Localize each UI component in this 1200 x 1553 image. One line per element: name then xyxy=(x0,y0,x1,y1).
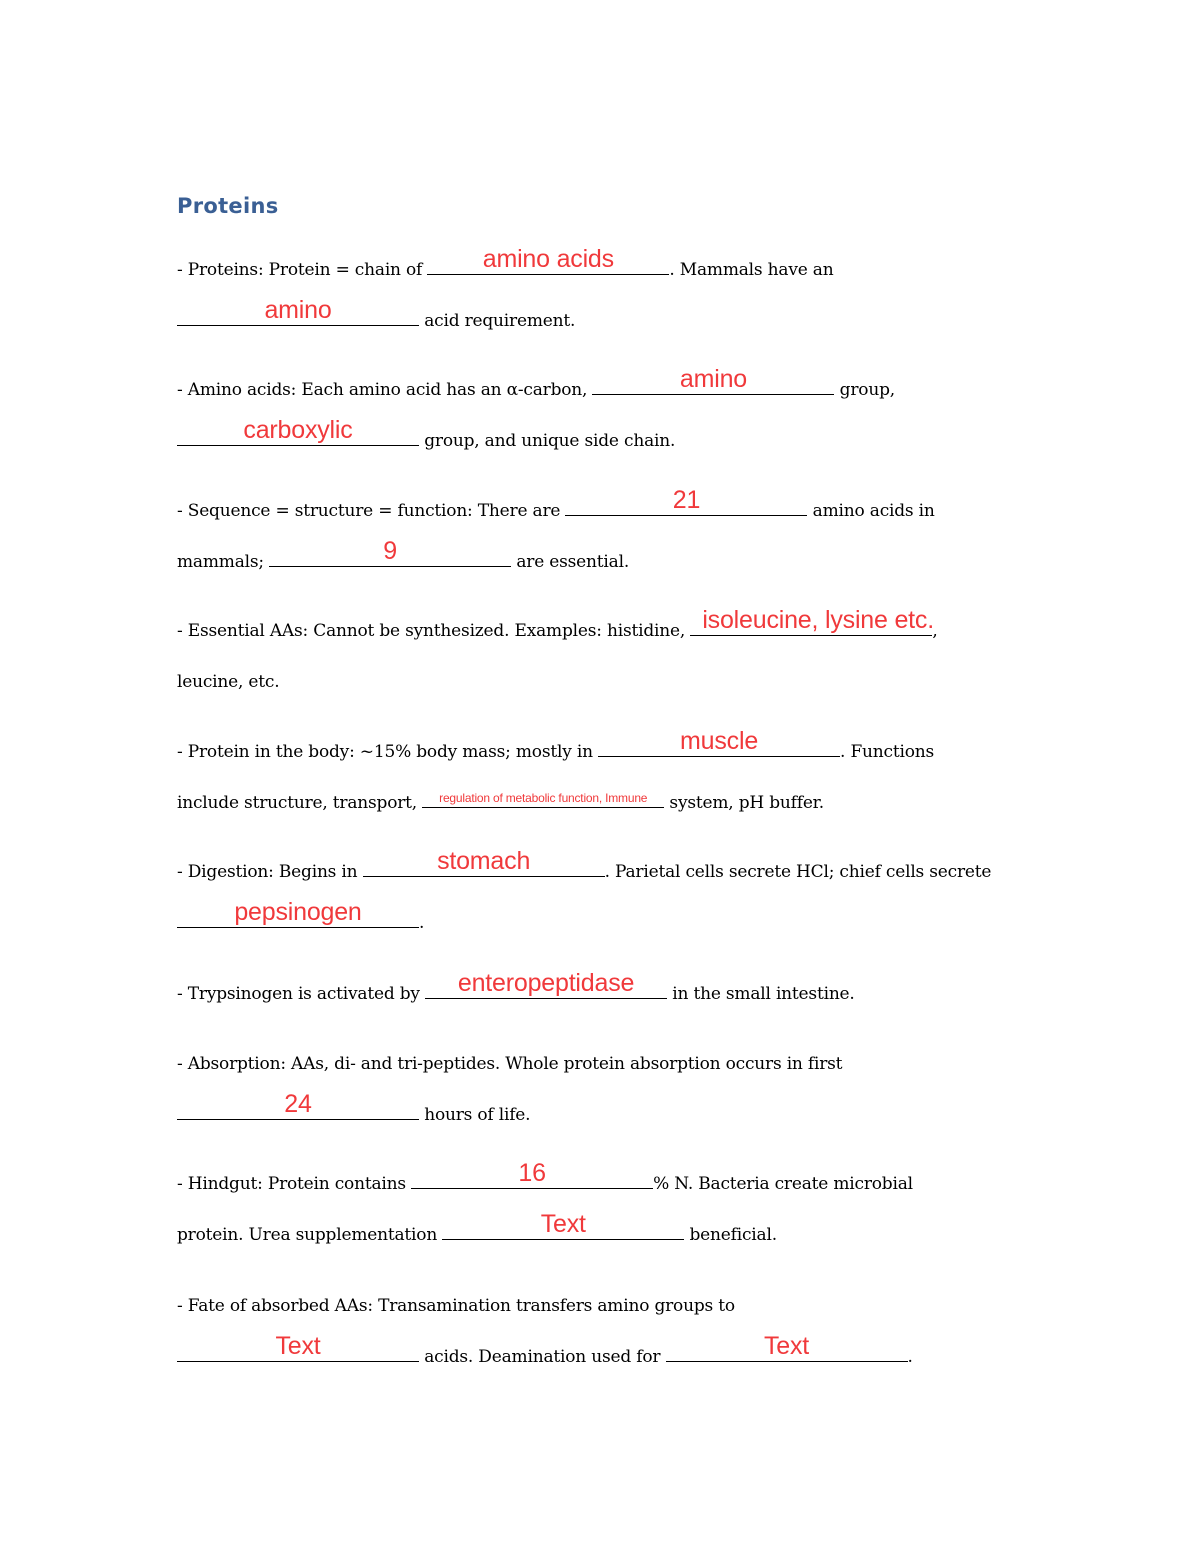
answer-blank[interactable] xyxy=(177,1332,419,1362)
answer-blank[interactable] xyxy=(427,245,669,275)
item-9-line-2: protein. Urea supplementation Text beneficial. xyxy=(177,1210,777,1245)
answer-text: Text xyxy=(540,1210,586,1238)
answer-blank[interactable] xyxy=(177,898,419,928)
item-9-line-1: - Hindgut: Protein contains 16 % N. Bacteria create microbial xyxy=(177,1159,913,1194)
answer-text: regulation of metabolic function, Immune xyxy=(439,791,648,805)
answer-blank[interactable] xyxy=(422,790,664,808)
answer-text: Text xyxy=(275,1332,321,1360)
answer-text: amino xyxy=(679,365,748,393)
answer-blank[interactable] xyxy=(363,847,605,877)
item-5-line-2: include structure, transport, regulation of metabolic function, Immune system, pH buffer. xyxy=(177,791,824,813)
page-title: Proteins xyxy=(177,194,279,218)
answer-text: isoleucine, lysine etc. xyxy=(702,606,934,634)
answer-text: amino xyxy=(264,296,332,324)
answer-text: 21 xyxy=(672,486,701,514)
answer-text: pepsinogen xyxy=(234,898,362,926)
answer-blank[interactable] xyxy=(411,1159,653,1189)
item-5-line-1: - Protein in the body: ~15% body mass; mostly in muscle . Functions xyxy=(177,727,935,762)
answer-blank[interactable] xyxy=(442,1210,684,1240)
answer-blank[interactable] xyxy=(666,1332,908,1362)
answer-text: 9 xyxy=(383,537,397,565)
item-2-line-2: carboxylic group, and unique side chain. xyxy=(177,428,675,454)
item-1-line-1: - Proteins: Protein = chain of amino acids . Mammals have an xyxy=(177,245,834,280)
item-3-line-2: mammals; 9 are essential. xyxy=(177,537,630,572)
item-4-line-1: - Essential AAs: Cannot be synthesized. Examples: histidine, isoleucine, lysine etc. , xyxy=(177,618,938,644)
item-2-line-1: - Amino acids: Each amino acid has an α-carbon, amino group, xyxy=(177,365,895,400)
item-8-line-2: 24 hours of life. xyxy=(177,1102,530,1128)
item-7-line-1: - Trypsinogen is activated by enteropeptidase in the small intestine. xyxy=(177,969,855,1004)
answer-text: 16 xyxy=(518,1159,546,1187)
answer-text: enteropeptidase xyxy=(457,969,635,997)
item-6-line-2: pepsinogen . xyxy=(177,910,424,936)
item-6-line-1: - Digestion: Begins in stomach . Parietal cells secrete HCl; chief cells secrete xyxy=(177,847,992,882)
answer-text: Text xyxy=(763,1332,810,1360)
answer-text: carboxylic xyxy=(243,416,353,444)
answer-blank[interactable] xyxy=(598,727,840,757)
item-8-line-1: - Absorption: AAs, di- and tri-peptides. Whole protein absorption occurs in first xyxy=(177,1054,843,1074)
answer-text: amino acids xyxy=(482,245,614,273)
answer-blank[interactable] xyxy=(177,416,419,446)
answer-text: muscle xyxy=(680,727,759,755)
answer-blank[interactable] xyxy=(425,969,667,999)
item-4-line-2: leucine, etc. xyxy=(177,672,280,692)
answer-text: 24 xyxy=(284,1090,312,1118)
answer-blank[interactable] xyxy=(177,296,419,326)
answer-blank[interactable] xyxy=(592,365,834,395)
answer-blank[interactable] xyxy=(690,606,934,636)
item-3-line-1: - Sequence = structure = function: There are 21 amino acids in xyxy=(177,486,935,521)
item-1-line-2: amino acid requirement. xyxy=(177,308,575,334)
answer-text: stomach xyxy=(437,847,531,875)
item-10-line-2: Text acids. Deamination used for Text . xyxy=(177,1344,913,1370)
answer-blank[interactable] xyxy=(269,537,511,567)
answer-blank[interactable] xyxy=(177,1090,419,1120)
answer-blank[interactable] xyxy=(565,486,807,516)
item-10-line-1: - Fate of absorbed AAs: Transamination transfers amino groups to xyxy=(177,1296,735,1316)
